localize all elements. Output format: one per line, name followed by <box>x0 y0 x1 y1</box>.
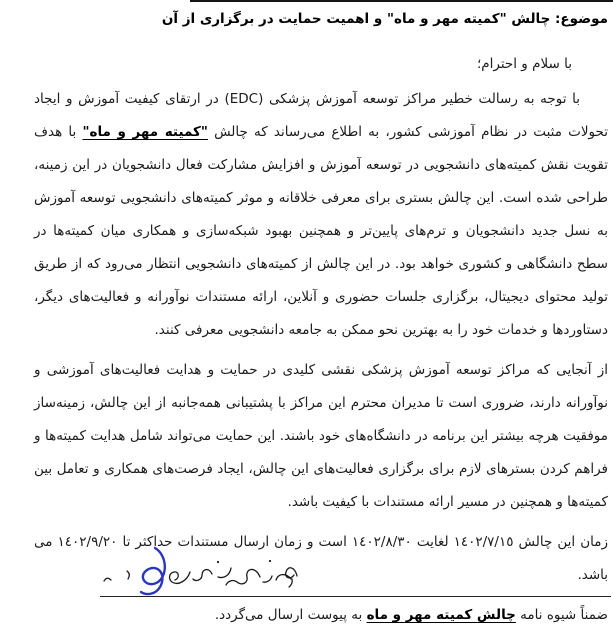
paragraph-support-request <box>34 354 608 519</box>
text-segment: زمان این چالش ١٤٠٢/٧/١٥ لغایت ١٤٠٢/٨/٣٠ است و زمان ارسال مستندات حداکثر تا ١٤٠٢/٩/٢٠ می باشد. <box>34 534 608 583</box>
signature-handwriting <box>92 543 304 597</box>
text-segment: به پیوست ارسال می‌گردد. <box>214 607 367 623</box>
text-segment: "کمیته مهر و ماه" <box>82 124 208 140</box>
paragraph-intro <box>34 83 608 347</box>
text-segment: چالش کمیته مهر و ماه <box>366 607 516 623</box>
text-segment: با توجه به رسالت خطیر مراکز توسعه آموزش پزشکی (EDC) در ارتقای کیفیت آموزش و ایجاد تحولات مثبت در نظام آموزشی کشور، به اطلاع می‌رساند که چالش <box>34 91 608 140</box>
paragraph-attachment <box>34 599 608 632</box>
signature-name-strokes <box>104 560 297 587</box>
subject-line: موضوع: چالش "کمیته مهر و ماه" و اهمیت حمایت در برگزاری از آن <box>161 11 608 27</box>
salutation: با سلام و احترام؛ <box>476 56 572 72</box>
text-segment: با هدف تقویت نقش کمیته‌های دانشجویی در توسعه آموزش و افزایش مشارکت فعال دانشجویان در این زمینه، طراحی شده است. این چالش بستری برای معرفی خلاقانه و موثر کمیته‌های دانشجویی توسعه آموزش به نسل جدید دانشجویان و ترم‌های پایین‌تر و همچنین بهبود شبکه‌سازی و همکاری میان کمیته‌ها در سطح دانشگاهی و کشوری خواهد بود. در این چالش از کمیته‌های دانشجویی انتظار می‌رود که از طریق تولید محتوای دیجیتال، برگزاری جلسات حضوری و آنلاین، ارائه مستندات نوآورانه و فعالیت‌های دیگر، دستاوردها و خدمات خود را به بهترین نحو ممکن به جامعه دانشجویی معرفی کنند. <box>34 124 608 338</box>
signature-block <box>92 543 304 597</box>
signature-rule <box>100 596 611 597</box>
top-crop-line <box>190 0 613 2</box>
text-segment: ضمناً شیوه نامه <box>515 607 608 623</box>
signature-flourish <box>141 548 165 594</box>
text-segment: از آنجایی که مراکز توسعه آموزش پزشکی نقشی کلیدی در حمایت و هدایت فعالیت‌های آموزشی و نوآورانه دارند، ضروری است تا مدیران محترم این مراکز با پشتیبانی همه‌جانبه از این چالش، زمینه‌ساز موفقیت هرچه بیشتر این برنامه در دانشگاه‌های خود باشند. این حمایت می‌تواند شامل هدایت کمیته‌ها و فراهم کردن بسترهای لازم برای برگزاری فعالیت‌های این چالش، ایجاد فرصت‌های همکاری و تعامل بین کمیته‌ها و همچنین در مسیر ارائه مستندات با کیفیت باشد. <box>34 362 608 510</box>
